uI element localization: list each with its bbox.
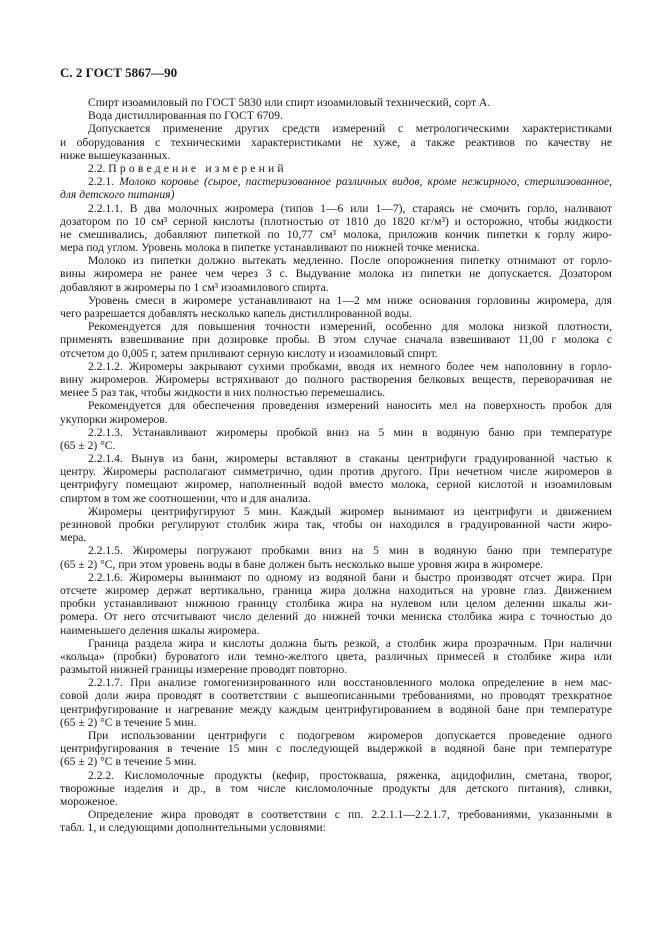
- text-line: добавляют в жиромеры по 1 см³ изоамилового спирта.: [60, 280, 329, 294]
- text-line: мера.: [60, 531, 87, 545]
- text-line: отсчете жиромер держат вертикально, граница жира должна находиться на уровне глаз. Движением: [60, 583, 612, 597]
- text-line: Вода дистиллированная по ГОСТ 6709.: [88, 109, 283, 123]
- document-body: [60, 96, 612, 835]
- paragraph: [60, 769, 612, 809]
- paragraph: [60, 399, 612, 425]
- text-line: ромера. От него отсчитывают число делений до нижней точки мениска столбика жира с точностью до: [60, 610, 612, 624]
- text-line: не смешивались, добавляют пипеткой по 10,77 см³ молока, приложив кончик пипетки к горлу жиро-: [60, 227, 612, 241]
- text-line: менее 5 раз так, чтобы жидкости в них полностью перемешались.: [60, 386, 386, 400]
- text-line: мороженое.: [60, 794, 118, 808]
- paragraph: [60, 109, 612, 122]
- text-line: Рекомендуется для обеспечения проведения измерений наносить мел на поверхность пробок для: [88, 399, 612, 413]
- paragraph: [60, 175, 612, 201]
- text-line: пробки устанавливают нижнюю границу столбика жира на нулевом или целом делении шкалы жи-: [60, 597, 612, 611]
- text-line: спиртом в том же соотношении, что и для анализа.: [60, 491, 311, 505]
- text-line: Спирт изоамиловый по ГОСТ 5830 или спирт изоамиловый технический, сорт А.: [88, 96, 491, 109]
- text-line: 2.2.1.5. Жиромеры погружают пробками вниз на 5 мин в водяную баню при температуре: [88, 544, 612, 558]
- text-line: 2.2.1.3. Устанавливают жиромеры пробкой вниз на 5 мин в водяную баню при температуре: [88, 425, 612, 439]
- text-line: размытой нижней границы измерение проводят повторно.: [60, 663, 348, 677]
- text-line: [60, 175, 612, 188]
- text-line: центрифугу помещают жиромер, наполненный водой вместо молока, серной кислотой и изоамиловым: [60, 478, 612, 492]
- text-line: мера под углом. Уровень молока в пипетке устанавливают по нижней точке мениска.: [60, 241, 480, 255]
- paragraph: [60, 294, 612, 320]
- paragraph: [60, 426, 612, 452]
- italic-text: Молоко коровье (сырое, пастеризованное различных видов, кроме нежирного, стерилизованное,: [119, 175, 612, 189]
- text-line: 2.2.1.4. Вынув из бани, жиромеры вставляют в стаканы центрифуги градуированной частью к: [88, 452, 612, 466]
- text-line: резиновой пробки регулируют столбик жира так, чтобы он находился в градуированной части жиро-: [60, 518, 612, 531]
- text-fragment: 2.2.1.: [88, 175, 120, 189]
- text-line: центру. Жиромеры располагают симметрично, один против другого. При нечетном числе жиромеров в: [60, 465, 612, 479]
- paragraph: [60, 729, 612, 769]
- paragraph: [60, 544, 612, 570]
- page-header: С. 2 ГОСТ 5867—90: [60, 65, 178, 80]
- text-line: Жиромеры центрифугируют 5 мин. Каждый жиромер вынимают из центрифуги и движением: [88, 504, 612, 518]
- section-heading: Проведение измерений: [108, 161, 287, 175]
- text-line: (65 ± 2) °С в течение 5 мин.: [60, 715, 197, 729]
- text-line: вины жиромера не ранее чем через 3 с. Выдувание молока из пипетки не допускается. Дозатором: [60, 267, 612, 281]
- paragraph: [60, 676, 612, 729]
- text-line: совой доли жира проводят в соответствии с вышеописанными требованиями, но проводят трехкратное: [60, 689, 612, 703]
- text-line: творожные изделия и др., в том числе кисломолочные продукты для детского питания), сливки,: [60, 781, 612, 795]
- text-line: 2.2.1.2. Жиромеры закрывают сухими пробками, вводя их немного более чем наполовину в горло-: [88, 359, 612, 373]
- text-line: наименьшего деления шкалы жиромера.: [60, 623, 260, 637]
- paragraph: [60, 162, 612, 175]
- text-line: 2.2.1.7. При анализе гомогенизированного или восстановленного молока определение в нем мас-: [88, 676, 612, 690]
- text-line: Допускается применение других средств измерений с метрологическими характеристиками: [88, 122, 612, 136]
- text-line: ниже вышеуказанных.: [60, 148, 171, 162]
- text-line: 2.2.1.1. В два молочных жиромера (типов 1—6 или 1—7), стараясь не смочить горло, наливают: [88, 201, 612, 215]
- text-line: (65 ± 2) °С, при этом уровень воды в бане должен быть несколько выше уровня жира в жиромере.: [60, 557, 544, 571]
- paragraph: [60, 202, 612, 255]
- text-line: табл. 1, и следующими дополнительными условиями:: [60, 821, 326, 835]
- text-line: (65 ± 2) °С.: [60, 438, 116, 452]
- paragraph: [60, 505, 612, 545]
- paragraph: [60, 571, 612, 637]
- paragraph: [60, 452, 612, 505]
- paragraph: [60, 637, 612, 677]
- italic-text: для детского питания): [60, 188, 175, 202]
- text-line: применять взвешивание при дозировке пробы. В этом случае сначала взвешивают 11,00 г молока с: [60, 333, 612, 347]
- text-fragment: 2.2.: [88, 161, 109, 175]
- text-line: чего разрешается добавлять несколько капель дистиллированной воды.: [60, 307, 413, 320]
- paragraph: [60, 96, 612, 109]
- text-line: Определение жира проводят в соответствии с пп. 2.2.1.1—2.2.1.7, требованиями, указанными в: [88, 808, 612, 822]
- paragraph: [60, 808, 612, 834]
- paragraph: [60, 360, 612, 400]
- text-line: «кольца» (пробки) буроватого или темно-желтого цвета, различных примесей в столбике жира или: [60, 649, 612, 663]
- text-line: и оборудования с техническими характеристиками не хуже, а также реактивов по качеству не: [60, 135, 612, 149]
- paragraph: [60, 254, 612, 294]
- text-line: Граница раздела жира и кислоты должна быть резкой, а столбик жира прозрачным. При наличии: [88, 636, 612, 650]
- text-line: 2.2.1.6. Жиромеры вынимают по одному из водяной бани и быстро производят отсчет жира. При: [88, 570, 612, 584]
- text-line: отсчетом до 0,005 г, затем приливают серную кислоту и изоамиловый спирт.: [60, 346, 438, 360]
- paragraph: [60, 320, 612, 360]
- text-line: Рекомендуется для повышения точности измерений, особенно для молока низкой плотности,: [88, 320, 612, 334]
- text-line: укупорки жиромеров.: [60, 412, 168, 426]
- paragraph: [60, 122, 612, 162]
- text-line: центрифугирования в течение 15 мин с последующей выдержкой в водяной бане при температуре: [60, 742, 612, 756]
- text-line: вину жиромеров. Жиромеры встряхивают до полного растворения белковых веществ, переворачивая не: [60, 372, 612, 386]
- text-line: центрифугирование и нагревание между каждым центрифугированием в водяной бане при температуре: [60, 702, 612, 716]
- text-line: При использовании центрифуги с подогревом жиромеров допускается проведение одного: [88, 729, 612, 742]
- text-line: дозатором по 10 см³ серной кислоты (плотностью от 1810 до 1820 кг/м³) и осторожно, чтобы жидкости: [60, 214, 612, 228]
- text-line: Молоко из пипетки должно вытекать медленно. После опорожнения пипетку отнимают от горло-: [88, 254, 612, 268]
- text-line: [60, 162, 612, 175]
- text-line: [60, 188, 612, 201]
- text-line: 2.2.2. Кисломолочные продукты (кефир, простокваша, ряженка, ацидофилин, сметана, творог,: [88, 768, 612, 782]
- text-line: (65 ± 2) °С в течение 5 мин.: [60, 755, 197, 769]
- text-line: Уровень смеси в жиромере устанавливают на 1—2 мм ниже основания горловины жиромера, для: [88, 293, 612, 307]
